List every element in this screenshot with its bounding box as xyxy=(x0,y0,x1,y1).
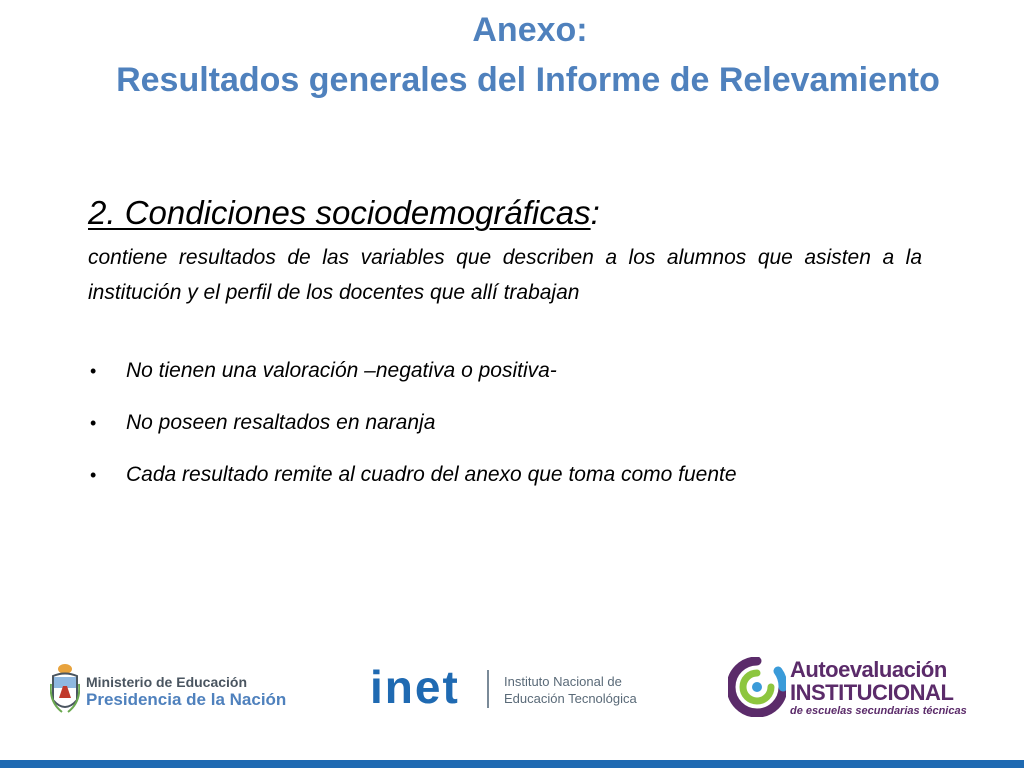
section-heading xyxy=(88,191,600,235)
section-heading-colon: : xyxy=(590,194,600,231)
ministry-line-1: Ministerio de Educación xyxy=(86,674,248,690)
autoevaluacion-logo xyxy=(728,655,988,721)
bullet-item xyxy=(88,457,948,509)
ministry-logo xyxy=(50,662,290,722)
bullet-text: No poseen resaltados en naranja xyxy=(126,411,436,434)
bullet-text: Cada resultado remite al cuadro del anexo que toma como fuente xyxy=(126,463,737,486)
bullet-text: No tienen una valoración –negativa o positiva- xyxy=(126,359,557,382)
autoevaluacion-line-1: Autoevaluación xyxy=(790,657,947,682)
bullet-dot: • xyxy=(90,361,97,381)
bullet-item xyxy=(88,353,948,405)
section-description: contiene resultados de las variables que describen a los alumnos que asisten a la institución y el perfil de los docentes que allí trabajan xyxy=(88,246,922,304)
autoevaluacion-line-2: INSTITUCIONAL xyxy=(790,680,954,705)
coat-of-arms-icon xyxy=(50,662,80,716)
inet-line-1: Instituto Nacional de xyxy=(504,674,622,689)
inet-line-2: Educación Tecnológica xyxy=(504,691,637,706)
bottom-bar xyxy=(0,760,1024,768)
bullet-item xyxy=(88,405,948,457)
autoevaluacion-line-3: de escuelas secundarias técnicas xyxy=(790,705,967,717)
inet-logo xyxy=(370,662,670,716)
slide-title-line-1: Anexo: xyxy=(472,11,588,49)
section-heading-text: 2. Condiciones sociodemográficas xyxy=(88,194,591,231)
slide-title-line-2: Resultados generales del Informe de Relevamiento xyxy=(116,61,940,99)
inet-wordmark: inet xyxy=(370,661,460,713)
bullet-dot: • xyxy=(90,465,97,485)
ministry-line-2: Presidencia de la Nación xyxy=(86,690,287,709)
bullet-dot: • xyxy=(90,413,97,433)
inet-divider xyxy=(487,670,489,708)
bullet-list xyxy=(88,353,948,509)
swirl-logo-icon xyxy=(728,657,786,717)
